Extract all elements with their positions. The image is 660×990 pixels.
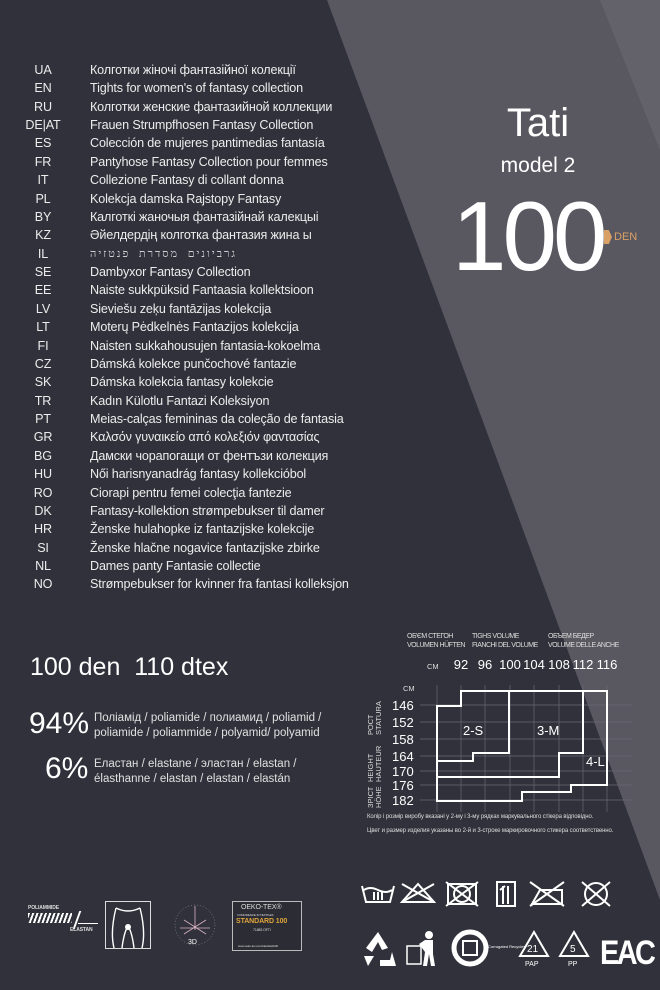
language-text: Колготки женские фантазийной коллекции [90, 99, 333, 114]
language-code: DK [34, 503, 52, 518]
corrugated-recycles-icon [454, 932, 525, 964]
language-code: DE|AT [25, 118, 61, 133]
size-region-4l [437, 691, 607, 801]
size-note: Цвет и размер изделия указаны во 2-й и 3-строке маркировочного стикера соответственно. [367, 828, 614, 834]
language-text: Колготки жіночі фантазійноï колекції [90, 63, 296, 77]
language-text: Dámska kolekcia fantasy kolekcie [90, 375, 274, 390]
hip-value: 116 [596, 657, 618, 672]
language-code: CZ [34, 356, 52, 371]
language-code: IL [37, 246, 49, 261]
height-value: 146 [392, 697, 414, 713]
height-value: 164 [392, 748, 414, 764]
language-text: Καλσόν γυναικείο από κολεξιόν φαντασίας [90, 430, 320, 445]
composition-line: poliamide / poliammide / polyamid/ polyamid [94, 727, 320, 739]
language-code: NL [35, 558, 51, 573]
language-text: Frauen Strumpfhosen Fantasy Collection [90, 118, 314, 133]
density-number: 100 [452, 181, 604, 291]
language-code: ES [34, 136, 52, 151]
svg-text:5: 5 [570, 944, 576, 955]
brand-name: Tati [506, 101, 570, 145]
language-text: Kadın Külotlu Fantazi Koleksiyon [90, 393, 270, 408]
language-text: Калготкі жаночыя фантазійнай калекцыі [90, 209, 319, 224]
language-code: RU [34, 99, 52, 114]
language-code: LV [35, 301, 51, 316]
hip-header: ОБ'ЄМ СТЕГОН VOLUMEN HÜFTEN [407, 633, 465, 649]
eac-mark-icon [600, 933, 655, 972]
language-code: SE [34, 265, 52, 280]
composition-line: élasthanne / elastan / elastan / elastán [94, 773, 291, 785]
size-label: 2-S [463, 723, 484, 738]
language-text: Dames panty Fantasie collectie [90, 558, 261, 573]
no-dry-clean-icon [582, 882, 610, 906]
model-text: model 2 [500, 154, 576, 177]
language-code: BG [34, 448, 52, 463]
language-code: NO [33, 577, 53, 592]
language-code: KZ [35, 228, 51, 243]
language-code: TR [34, 393, 52, 408]
language-code: SK [34, 375, 52, 390]
size-label: 3-M [537, 723, 560, 738]
language-text: Strømpebukser for kvinner fra fantasi kolleksjon [90, 577, 349, 592]
language-text: Dámská kolekce punčochové fantazie [90, 356, 297, 371]
no-bleach-icon [402, 884, 434, 902]
language-text: Ženske hulahopke iz fantazijske kolekcije [90, 522, 315, 537]
composition-line: Поліамід / poliamide / полиамид / poliamid / [94, 712, 322, 724]
height-value: 170 [392, 763, 414, 779]
hip-value: 96 [477, 657, 493, 672]
language-text: Meias-calças femininas da coleção de fantasia [90, 412, 344, 427]
height-label: РОСТ STATURA [366, 701, 383, 735]
language-text: Sieviešu zeķu fantāzijas kolekcija [90, 301, 272, 316]
language-text: Női harisnyanadrág fantasy kollekcióbol [90, 467, 307, 482]
height-value: 176 [392, 777, 414, 793]
pp-5-icon [560, 932, 588, 968]
language-text: Дамски чорапогащи от фентъзи колекция [90, 448, 329, 463]
3d-technology-logo [170, 900, 220, 950]
density-unit: DEN [614, 231, 638, 243]
wash-30-icon [362, 886, 394, 902]
svg-text:PP: PP [568, 961, 578, 968]
hip-header: TIGHS VOLUME FIANCHI DEL VOLUME [472, 633, 538, 649]
care-symbols [360, 880, 660, 990]
composition-line: Еластан / elastane / эластан / elastan / [94, 758, 297, 770]
language-code: PL [35, 191, 51, 206]
language-code: IT [37, 173, 49, 188]
no-tumble-dry-icon [446, 882, 478, 906]
svg-text:3D: 3D [188, 939, 197, 946]
hip-value: 108 [548, 657, 570, 672]
language-code: HR [34, 522, 52, 537]
unit-label: CM [427, 662, 439, 671]
no-iron-icon [530, 882, 564, 906]
language-text: גרביונים מסדרת פנטזיה [90, 246, 238, 260]
language-text: Әйелдердің колготка фантазия жина ы [90, 228, 312, 243]
dry-flat-icon [497, 882, 515, 906]
hip-value: 104 [523, 657, 545, 672]
unit-label: CM [403, 684, 415, 693]
tidyman-icon [407, 931, 435, 966]
height-value: 158 [392, 731, 414, 747]
oeko-tex-label: OEKO-TEX® CONFIDENCE IN TEXTILES STANDARD 100 71683 OFTI www.oeko-tex.com/standard100 [232, 901, 302, 951]
pap-21-icon [520, 932, 548, 968]
composition-percent: 6% [45, 752, 89, 785]
height-label: HEIGHT HAUTEUR [366, 745, 383, 782]
language-text: Ženske hlačne nogavice fantazijske zbirke [90, 540, 320, 555]
language-code: UA [34, 63, 52, 77]
svg-text:Corrugated Recycles: Corrugated Recycles [488, 944, 526, 949]
language-text: Pantyhose Fantasy Collection pour femmes [90, 154, 328, 169]
fiber-logo: POLIAMMIDE ELASTAN [26, 905, 96, 945]
language-code: FR [34, 154, 52, 169]
language-text: Naisten sukkahousujen fantasia-kokoelma [90, 338, 321, 353]
language-text: Dambyxor Fantasy Collection [90, 265, 251, 280]
svg-text:EAC: EAC [600, 932, 654, 972]
language-text: Fantasy-kollektion strømpebukser til damer [90, 503, 325, 518]
language-code: RO [33, 485, 53, 500]
language-text: Ciorapi pentru femei colecţia fantezie [90, 485, 292, 500]
language-text: Naiste sukkpüksid Fantaasia kollektsioon [90, 283, 314, 298]
hip-value: 112 [572, 657, 594, 672]
language-code: BY [34, 209, 52, 224]
hip-value: 92 [453, 657, 469, 672]
language-text: Tights for women's of fantasy collection [90, 81, 303, 96]
height-value: 182 [392, 792, 414, 808]
size-note: Колір і розмір виробу вказані у 2-му і 3-му рядках маркувального стікера відповідно. [367, 814, 594, 820]
language-code: EN [34, 81, 52, 96]
svg-text:21: 21 [527, 944, 539, 955]
height-label: ЗРІСТ HÖHE [366, 786, 383, 808]
language-text: Kolekcja damska Rajstopy Fantasy [90, 191, 282, 206]
size-label: 4-L [586, 754, 605, 769]
language-code: SI [37, 540, 49, 555]
language-code: PT [35, 412, 51, 427]
tights-shape-icon [105, 901, 151, 949]
composition-percent: 94% [29, 707, 90, 740]
hip-value: 100 [499, 657, 521, 672]
language-code: LT [36, 320, 50, 335]
language-code: FI [37, 338, 49, 353]
language-text: Colección de mujeres pantimedias fantasía [90, 136, 325, 151]
language-code: HU [34, 467, 52, 482]
language-text: Moterų Pėdkelnės Fantazijos kolekcija [90, 320, 299, 335]
hip-header: ОБЪЕМ БЕДЕР VOLUME DELLE ANCHE [548, 633, 619, 649]
svg-text:PAP: PAP [525, 961, 539, 968]
language-code: EE [34, 283, 52, 298]
language-text: Collezione Fantasy di collant donna [90, 173, 284, 188]
spec-text: 100 den 110 dtex [30, 653, 229, 681]
height-value: 152 [392, 714, 414, 730]
recycle-icon [364, 932, 396, 966]
language-code: GR [33, 430, 53, 445]
